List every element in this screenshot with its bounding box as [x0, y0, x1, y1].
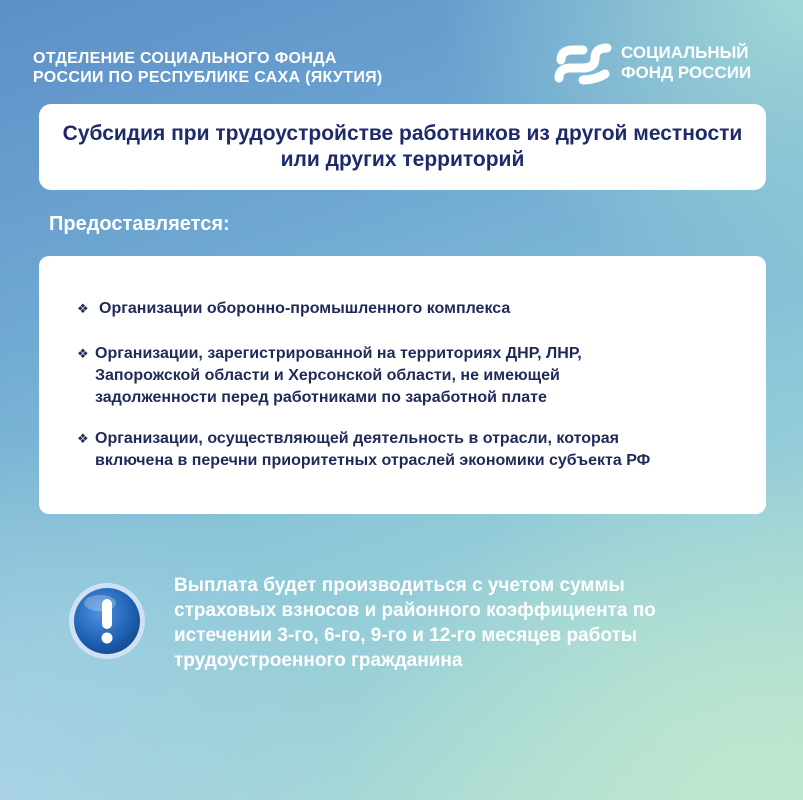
payment-line: истечении 3-го, 6-го, 9-го и 12-го месяцев работы [174, 625, 638, 646]
list-item-line: Организации оборонно-промышленного комплекса [99, 300, 511, 317]
exclamation-icon [67, 581, 147, 661]
list-item-line: Организации, зарегистрированной на территориях ДНР, ЛНР, [95, 345, 582, 362]
payment-note [174, 573, 656, 673]
diamond-bullet-icon: ❖ [77, 301, 89, 316]
list-item [77, 343, 582, 409]
list-item-line: Организации, осуществляющей деятельность в отрасли, которая [95, 430, 619, 447]
title-line-2: или других территорий [280, 148, 525, 171]
payment-line: Выплата будет производиться с учетом суммы [174, 575, 625, 596]
recipients-list [39, 256, 766, 514]
diamond-bullet-icon: ❖ [77, 346, 89, 361]
org-line-1: ОТДЕЛЕНИЕ СОЦИАЛЬНОГО ФОНДА [33, 50, 337, 67]
list-item-line: включена в перечни приоритетных отраслей экономики субъекта РФ [95, 452, 651, 469]
provided-label: Предоставляется: [49, 213, 230, 235]
logo-line-2: ФОНД РОССИИ [621, 63, 752, 82]
title-line-1: Субсидия при трудоустройстве работников из другой местности [62, 122, 743, 145]
title-card [39, 104, 766, 190]
payment-line: трудоустроенного гражданина [174, 650, 463, 671]
logo-line-1: СОЦИАЛЬНЫЙ [621, 43, 749, 62]
sfr-logo-icon [553, 38, 613, 90]
list-item-line: задолженности перед работниками по заработной плате [95, 389, 547, 406]
list-item [77, 298, 510, 320]
payment-line: страховых взносов и районного коэффициента по [174, 600, 656, 621]
list-item [77, 428, 650, 472]
diamond-bullet-icon: ❖ [77, 431, 89, 446]
org-line-2: РОССИИ ПО РЕСПУБЛИКЕ САХА (ЯКУТИЯ) [33, 69, 383, 86]
list-item-line: Запорожской области и Херсонской области, не имеющей [95, 367, 560, 384]
organization-name [33, 49, 383, 87]
sfr-logo [553, 38, 773, 90]
